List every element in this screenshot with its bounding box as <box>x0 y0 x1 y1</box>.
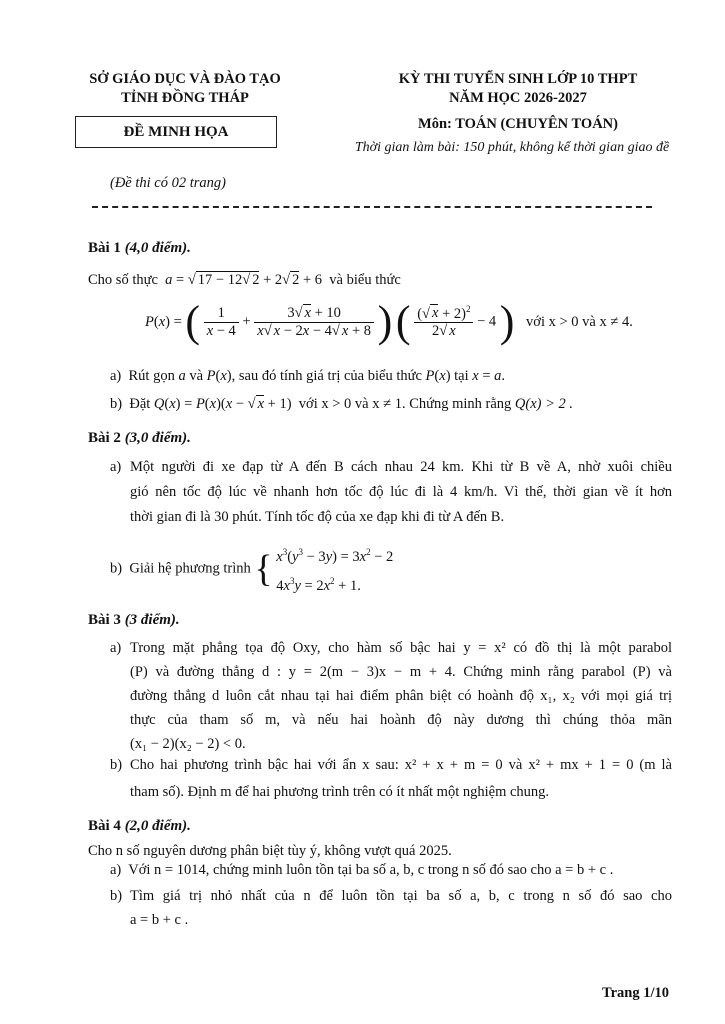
exam-header <box>318 70 718 108</box>
bai3-heading: Bài 3 (3 điểm). <box>88 612 180 628</box>
bai3-part-a: a) Trong mặt phẳng tọa độ Oxy, cho hàm số bậc hai y = x² có đồ thị là một parabol (P) và đường thẳng d : y = 2(m − 3)x − m + 4. Chứng minh rằng parabol (P) và đường thẳng d luôn cắt nhau tại hai điểm phân biệt có hoành độ x₁, x₂ với mọi giá trị thực của tham số m, và nếu hai hoành độ này dương thì chúng thỏa mãn (x₁ − 2)(x₂ − 2) < 0. <box>110 640 672 752</box>
bai1-part-b: b) Đặt Q(x) = P(x)(x − √ x + 1) với x > 0 và x ≠ 1. Chứng minh rằng Q(x) > 2 . <box>110 396 574 412</box>
bai2-part-b: b) Giải hệ phương trình { $x^3(y^3 - 3y) = 3x^2 - 2$ $4x^3y = 2x^2 + 1$. <box>110 547 394 594</box>
sample-exam-box: ĐỀ MINH HỌA <box>75 116 277 148</box>
subject-line: Môn: TOÁN (CHUYÊN TOÁN) <box>418 116 618 132</box>
bai4-heading: Bài 4 (2,0 điểm). <box>88 818 191 834</box>
divider <box>92 206 652 208</box>
time-note: Thời gian làm bài: 150 phút, không kể thời gian giao đề <box>354 140 670 155</box>
bai3-part-b: b) Cho hai phương trình bậc hai với ẩn x sau: x² + x + m = 0 và x² + mx + 1 = 0 (m là tham số). Định m để hai phương trình trên có ít nhất một nghiệm chung. <box>110 757 672 800</box>
exam-line-1: KỲ THI TUYỂN SINH LỚP 10 THPT <box>398 71 638 87</box>
bai2-heading: Bài 2 (3,0 điểm). <box>88 430 191 446</box>
exam-line-2: NĂM HỌC 2026-2027 <box>449 90 587 106</box>
bai1-expression: P(x) = ( $\frac{1}{x - 4}$ + $\frac{3√ x + 10}{x√ x - 2x - 4√ x + 8}$ ) ( $\frac{(√ x + 2)^2}{2√ x}$ − 4 ) với x > 0 và x ≠ 4. <box>145 297 633 346</box>
issuer-line-2: TỈNH ĐỒNG THÁP <box>121 90 249 106</box>
bai4-part-b: b) Tìm giá trị nhỏ nhất của n để luôn tồn tại ba số a, b, c trong n số đó sao cho a = b + c . <box>110 888 672 928</box>
bai4-part-a: a) Với n = 1014, chứng minh luôn tồn tại ba số a, b, c trong n số đó sao cho a = b + c . <box>110 862 614 878</box>
page-number: Trang 1/10 <box>602 985 669 1001</box>
bai1-part-a: a) Rút gọn a và P(x), sau đó tính giá trị của biểu thức P(x) tại x = a. <box>110 368 506 384</box>
bai1-intro: Cho số thực a = √ 17 − 12√ 2 + 2√ 2 + 6 và biểu thức <box>88 272 401 288</box>
pages-note: (Đề thi có 02 trang) <box>110 175 226 191</box>
bai4-intro: Cho n số nguyên dương phân biệt tùy ý, không vượt quá 2025. <box>88 843 452 859</box>
bai2-part-a: a) Một người đi xe đạp từ A đến B cách nhau 24 km. Khi từ B về A, nhờ xuôi chiều gió nên tốc độ lúc về nhanh hơn tốc độ lúc đi là 4 km/h. Vì thế, thời gian về ít hơn thời gian đi là 30 phút. Tính tốc độ của xe đạp khi đi từ A đến B. <box>110 459 672 525</box>
issuer-header <box>60 70 310 108</box>
bai1-heading: Bài 1 (4,0 điểm). <box>88 240 191 256</box>
issuer-line-1: SỞ GIÁO DỤC VÀ ĐÀO TẠO <box>89 71 281 87</box>
